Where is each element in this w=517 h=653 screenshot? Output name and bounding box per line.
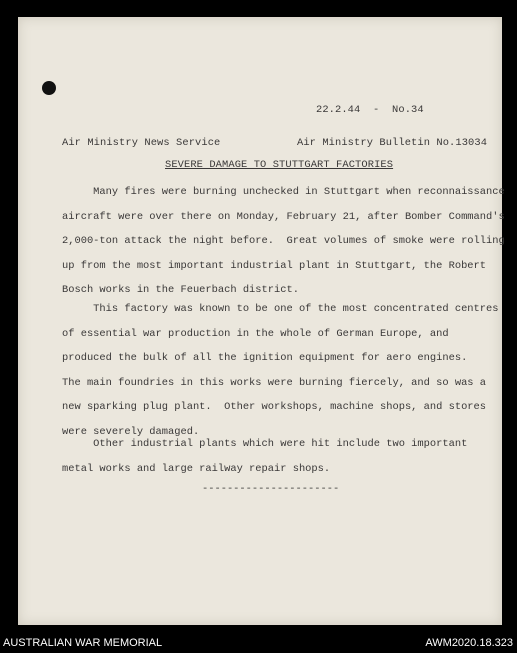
punch-hole xyxy=(42,81,56,95)
institution-caption: AUSTRALIAN WAR MEMORIAL xyxy=(3,637,163,649)
news-service-label: Air Ministry News Service xyxy=(62,137,221,149)
end-rule: ---------------------- xyxy=(202,483,340,495)
accession-number: AWM2020.18.323 xyxy=(425,637,513,649)
paragraph-2: This factory was known to be one of the most concentrated centres of essential war production in the whole of German Europe, and produced the bulk of all the ignition equipment for aero engines. The main foundries in this works were burning fiercely, and so was a new sparking plug plant. Other workshops, machine shops, and stores were severely damaged. xyxy=(62,303,499,438)
bulletin-number: Air Ministry Bulletin No.13034 xyxy=(297,137,488,149)
reference-number: 22.2.44 - No.34 xyxy=(316,104,424,116)
headline: SEVERE DAMAGE TO STUTTGART FACTORIES xyxy=(165,159,394,171)
paragraph-3: Other industrial plants which were hit include two important metal works and large railway repair shops. xyxy=(62,438,468,475)
paragraph-1: Many fires were burning unchecked in Stuttgart when reconnaissance aircraft were over there on Monday, February 21, after Bomber Command's 2,000-ton attack the night before. Great volumes of smoke were rolling up from the most important industrial plant in Stuttgart, the Robert Bosch works in the Feuerbach district. xyxy=(62,186,505,296)
